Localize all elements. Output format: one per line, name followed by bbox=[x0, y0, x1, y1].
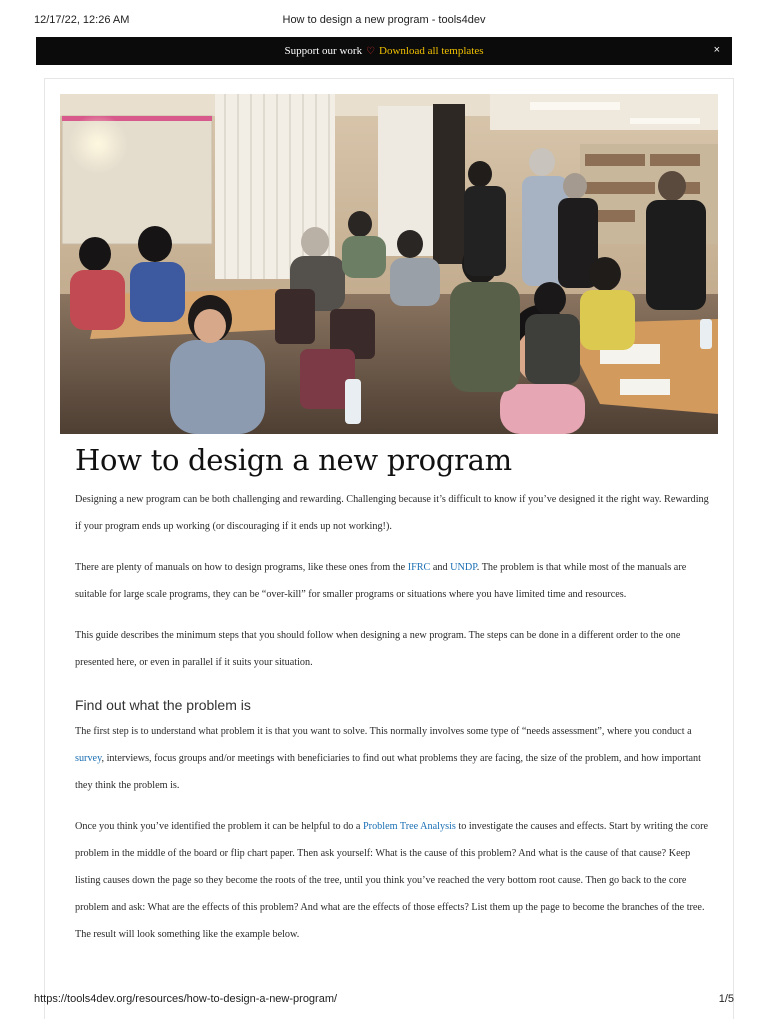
intro-paragraph-1: Designing a new program can be both challenging and rewarding. Challenging because it’s difficult to know if you’ve designed it the right way. Rewarding if your program ends up working (or discouraging if it ends up not working!). bbox=[75, 494, 709, 532]
article-title: How to design a new program bbox=[75, 443, 512, 477]
paragraph-text: Once you think you’ve identified the problem it can be helpful to do a bbox=[75, 821, 364, 832]
problem-paragraph-2 bbox=[75, 813, 711, 948]
problem-paragraph-1 bbox=[75, 718, 711, 799]
hero-image bbox=[60, 94, 718, 434]
ifrc-link[interactable]: IFRC bbox=[407, 562, 431, 573]
section-heading-problem: Find out what the problem is bbox=[75, 697, 251, 713]
print-url: https://tools4dev.org/resources/how-to-design-a-new-program/ bbox=[34, 993, 338, 1005]
intro-paragraph-3: This guide describes the minimum steps that you should follow when designing a new program. The steps can be done in a different order to the one presented here, or even in parallel if it suits your situation. bbox=[75, 630, 681, 668]
support-banner bbox=[36, 37, 732, 65]
close-icon[interactable]: × bbox=[713, 44, 720, 56]
intro-paragraph-2 bbox=[75, 554, 711, 608]
workshop-photo-icon bbox=[60, 94, 718, 434]
problem-tree-analysis-link[interactable]: Problem Tree Analysis bbox=[363, 821, 456, 832]
print-datetime: 12/17/22, 12:26 AM bbox=[34, 14, 130, 26]
print-footer bbox=[0, 993, 768, 1007]
paragraph-text: to investigate the causes and effects. Start by writing the core problem in the middle of the board or flip chart paper. Then ask yourself: What is the cause of this problem? And what is the cause of that cause? Keep listing causes down the page so they become the roots of the tree, until you think you’ve reached the very bottom root cause. Then go back to the core problem and ask: What are the effects of this problem? And what are the effects of those effects? List them up the page to become the branches of the tree. The result will look something like the example below. bbox=[75, 821, 708, 940]
paragraph-text: . The problem is that while most of the manuals are suitable for large scale programs, they can be “over-kill” for smaller programs or situations where you have limited time and resources. bbox=[75, 562, 687, 600]
print-page-number: 1/5 bbox=[718, 993, 734, 1005]
print-page-title: How to design a new program - tools4dev bbox=[282, 14, 486, 26]
download-templates-link[interactable]: Download all templates bbox=[379, 45, 484, 57]
print-header bbox=[0, 14, 768, 30]
heart-icon: ♡ bbox=[366, 45, 376, 57]
support-text: Support our work bbox=[284, 45, 363, 57]
undp-link[interactable]: UNDP bbox=[450, 562, 477, 573]
article-body bbox=[75, 440, 711, 948]
paragraph-text: and bbox=[430, 562, 451, 573]
paragraph-text: The first step is to understand what problem it is that you want to solve. This normally involves some type of “needs assessment”, where you conduct a bbox=[75, 726, 692, 737]
paragraph-text: There are plenty of manuals on how to design programs, like these ones from the bbox=[75, 562, 408, 573]
survey-link[interactable]: survey bbox=[75, 753, 102, 764]
paragraph-text: , interviews, focus groups and/or meetings with beneficiaries to find out what problems they are facing, the size of the problem, and how important they think the problem is. bbox=[75, 753, 701, 791]
